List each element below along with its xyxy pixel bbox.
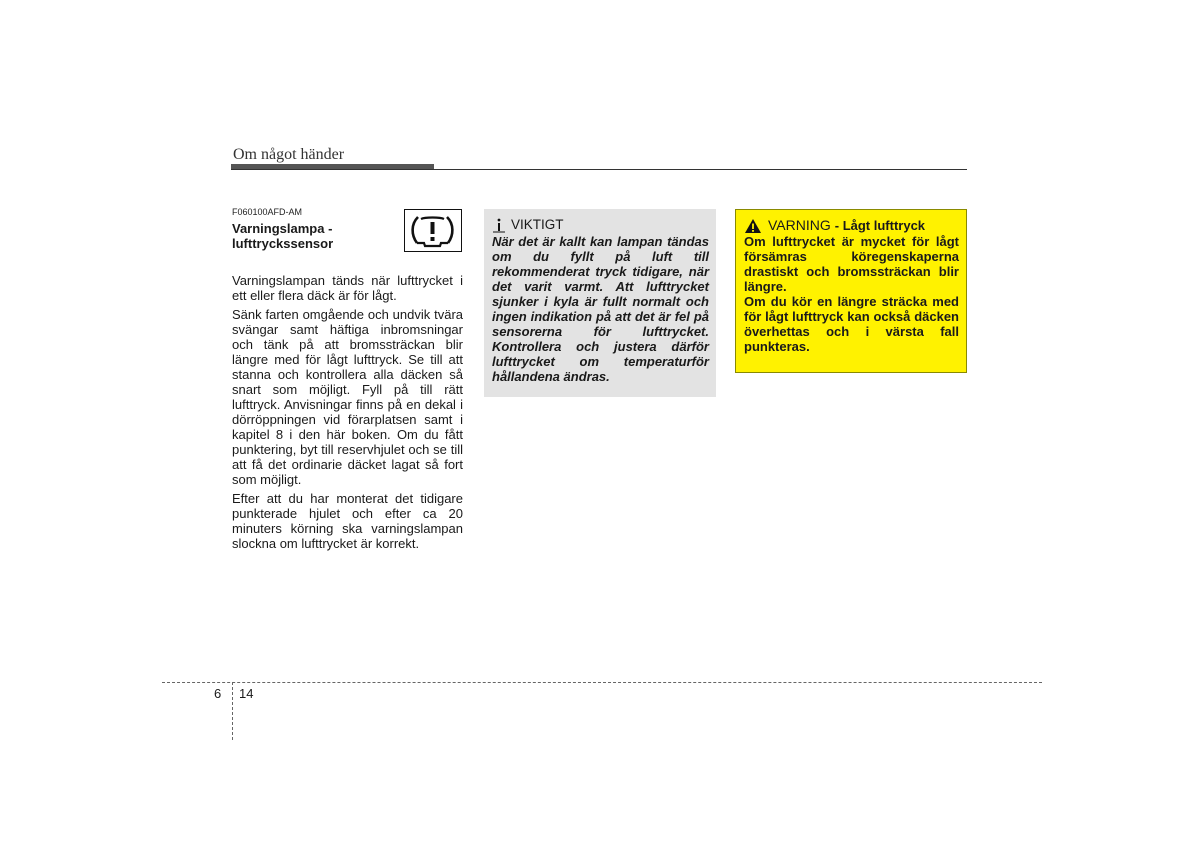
warning-box xyxy=(735,209,967,373)
page-number: 14 xyxy=(239,686,254,701)
section-body xyxy=(232,273,463,555)
info-icon xyxy=(492,217,506,233)
footer-divider xyxy=(232,682,233,740)
notice-text: När det är kallt kan lampan tändas om du fyllt på luft till rekommenderat tryck tidigare, när det varit varmt. Att lufttrycket sjunker i kyla är fullt normalt och ingen indikation på att det är fel på sensorerna för lufttrycket. Kontrollera och justera därför lufttrycket om temperaturför hållandena ändras. xyxy=(492,234,709,384)
body-paragraph-3: Efter att du har monterat det tidigare punkterade hjulet och efter ca 20 minuters körning ska varningslampan slockna om lufttrycket är korrekt. xyxy=(232,491,463,551)
warning-triangle-icon xyxy=(744,218,762,234)
chapter-number: 6 xyxy=(214,686,222,701)
body-paragraph-2: Sänk farten omgående och undvik tvära svängar samt häftiga inbromsningar och tänk på att bromssträckan blir längre med för lågt lufttryck. Se till att stanna och kontrollera alla däcken så snart som möjligt. Fyll på till rätt lufttryck. Anvisningar finns på en dekal i dörröppningen vid förarplatsen samt i kapitel 8 i den här boken. Om du fått punktering, byt till reservhjulet och se till att få det ordinarie däcket lagat så fort som möjligt. xyxy=(232,307,463,487)
section-code: F060100AFD-AM xyxy=(232,207,303,217)
header-rule xyxy=(231,169,967,170)
tire-pressure-warning-icon xyxy=(404,209,462,252)
warning-paragraph-2: Om du kör en längre sträcka med för lågt lufttryck kan också däcken överhettas och i värsta fall punkteras. xyxy=(744,294,959,354)
section-title: Varningslampa - lufttryckssensor xyxy=(232,221,334,251)
body-paragraph-1: Varningslampan tänds när lufttrycket i ett eller flera däck är för lågt. xyxy=(232,273,463,303)
footer-rule xyxy=(162,682,1042,683)
warning-paragraph-1: Om lufttrycket är mycket för lågt försämras köregenskaperna drastiskt och bromssträckan blir längre. xyxy=(744,234,959,294)
warning-label: VARNING xyxy=(768,217,831,233)
notice-label: VIKTIGT xyxy=(511,217,564,232)
warning-subtitle: - Lågt lufttryck xyxy=(834,218,926,233)
page-title: Om något händer xyxy=(233,146,345,163)
notice-box xyxy=(484,209,716,397)
